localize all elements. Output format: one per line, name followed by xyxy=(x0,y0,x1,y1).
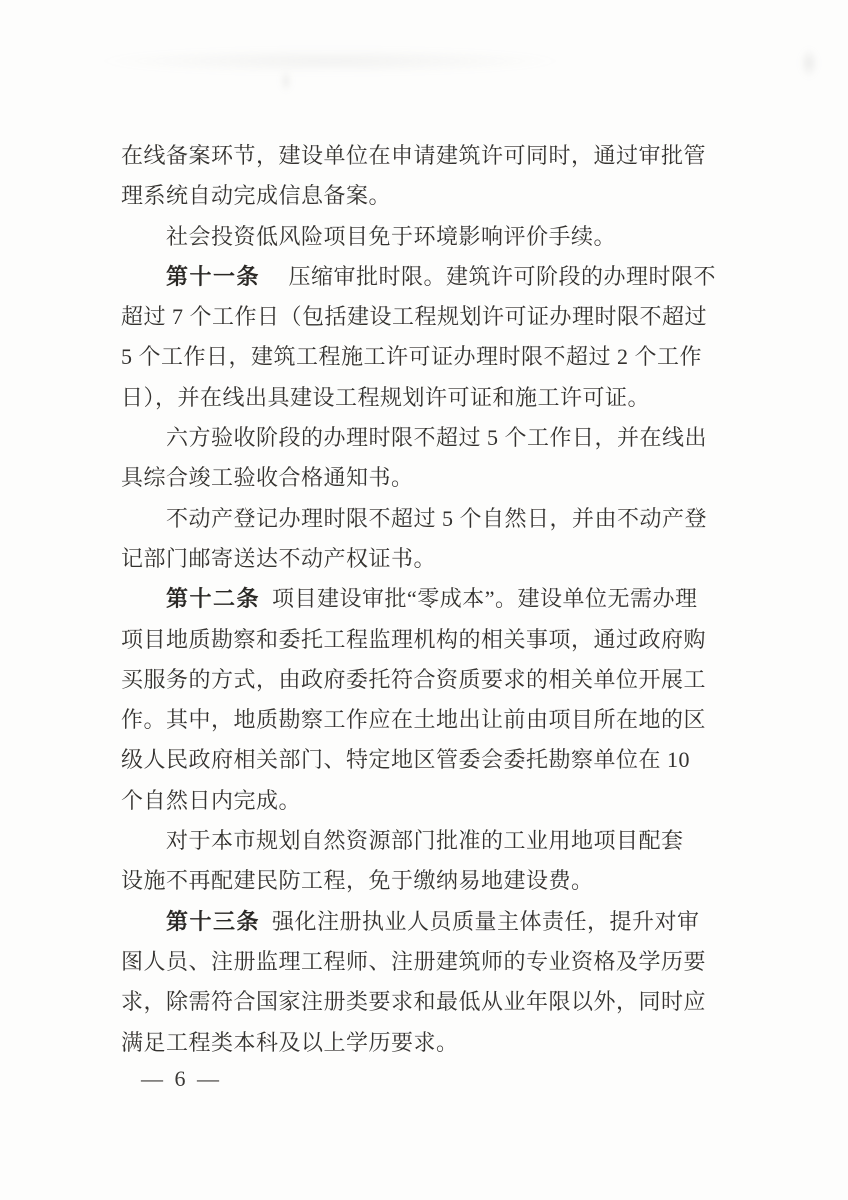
text-run: 理系统自动完成信息备案。 xyxy=(121,183,392,209)
text-line xyxy=(121,257,727,297)
text-run: 图人员、注册监理工程师、注册建筑师的专业资格及学历要 xyxy=(121,948,707,974)
text-run: 求，除需符合国家注册类要求和最低从业年限以外，同时应 xyxy=(121,989,707,1015)
text-run: 项目地质勘察和委托工程监理机构的相关事项，通过政府购 xyxy=(121,626,707,652)
text-line xyxy=(121,337,727,377)
text-line xyxy=(121,378,727,418)
text-line xyxy=(121,861,727,901)
text-line xyxy=(121,418,727,458)
text-run: 作。其中，地质勘察工作应在土地出让前由项目所在地的区 xyxy=(121,707,707,733)
text-line xyxy=(121,942,727,982)
text-run: 个自然日内完成。 xyxy=(121,787,302,813)
text-line xyxy=(121,539,727,579)
text-run: 满足工程类本科及以上学历要求。 xyxy=(121,1029,459,1055)
text-line xyxy=(121,176,727,216)
text-run: 买服务的方式，由政府委托符合资质要求的相关单位开展工 xyxy=(121,666,707,692)
scan-artifact xyxy=(280,70,292,92)
text-run: 强化注册执业人员质量主体责任，提升对审 xyxy=(266,908,700,934)
article-heading-run: 第十三条 xyxy=(166,908,261,934)
text-run: 具综合竣工验收合格通知书。 xyxy=(121,465,414,491)
text-run: 项目建设审批“零成本”。建设单位无需办理 xyxy=(266,586,698,612)
text-line xyxy=(121,458,727,498)
text-run: 日），并在线出具建设工程规划许可证和施工许可证。 xyxy=(121,384,651,410)
text-run: 对于本市规划自然资源部门批准的工业用地项目配套 xyxy=(166,828,684,854)
scan-artifact xyxy=(95,48,565,74)
text-run: 压缩审批时限。建筑许可阶段的办理时限不 xyxy=(266,263,717,289)
text-line xyxy=(121,982,727,1022)
text-run: 设施不再配建民防工程，免于缴纳易地建设费。 xyxy=(121,868,594,894)
text-line xyxy=(121,297,727,337)
article-heading-run: 第十一条 xyxy=(166,263,261,289)
text-run: 记部门邮寄送达不动产权证书。 xyxy=(121,545,437,571)
text-run: 不动产登记办理时限不超过 5 个自然日，并由不动产登 xyxy=(166,505,708,531)
text-run: 5 个工作日，建筑工程施工许可证办理时限不超过 2 个工作 xyxy=(121,344,703,370)
page-number: — 6 — xyxy=(141,1066,222,1091)
text-run: 社会投资低风险项目免于环境影响评价手续。 xyxy=(166,223,617,249)
text-run: 级人民政府相关部门、特定地区管委会委托勘察单位在 10 xyxy=(121,747,691,773)
text-line xyxy=(121,740,727,780)
text-line xyxy=(121,781,727,821)
text-line xyxy=(121,136,727,176)
text-line xyxy=(121,700,727,740)
text-line xyxy=(121,660,727,700)
text-line xyxy=(121,1023,727,1063)
article-heading-run: 第十二条 xyxy=(166,586,261,612)
scan-artifact xyxy=(800,48,818,78)
text-line xyxy=(121,821,727,861)
text-run: 超过 7 个工作日（包括建设工程规划许可证办理时限不超过 xyxy=(121,304,708,330)
text-line xyxy=(121,620,727,660)
text-run: 六方验收阶段的办理时限不超过 5 个工作日，并在线出 xyxy=(166,425,708,451)
text-line xyxy=(121,902,727,942)
text-line xyxy=(121,579,727,619)
text-run: 在线备案环节，建设单位在申请建筑许可同时，通过审批管 xyxy=(121,143,707,168)
text-line xyxy=(121,217,727,257)
document-body xyxy=(121,136,727,1063)
text-line xyxy=(121,499,727,539)
